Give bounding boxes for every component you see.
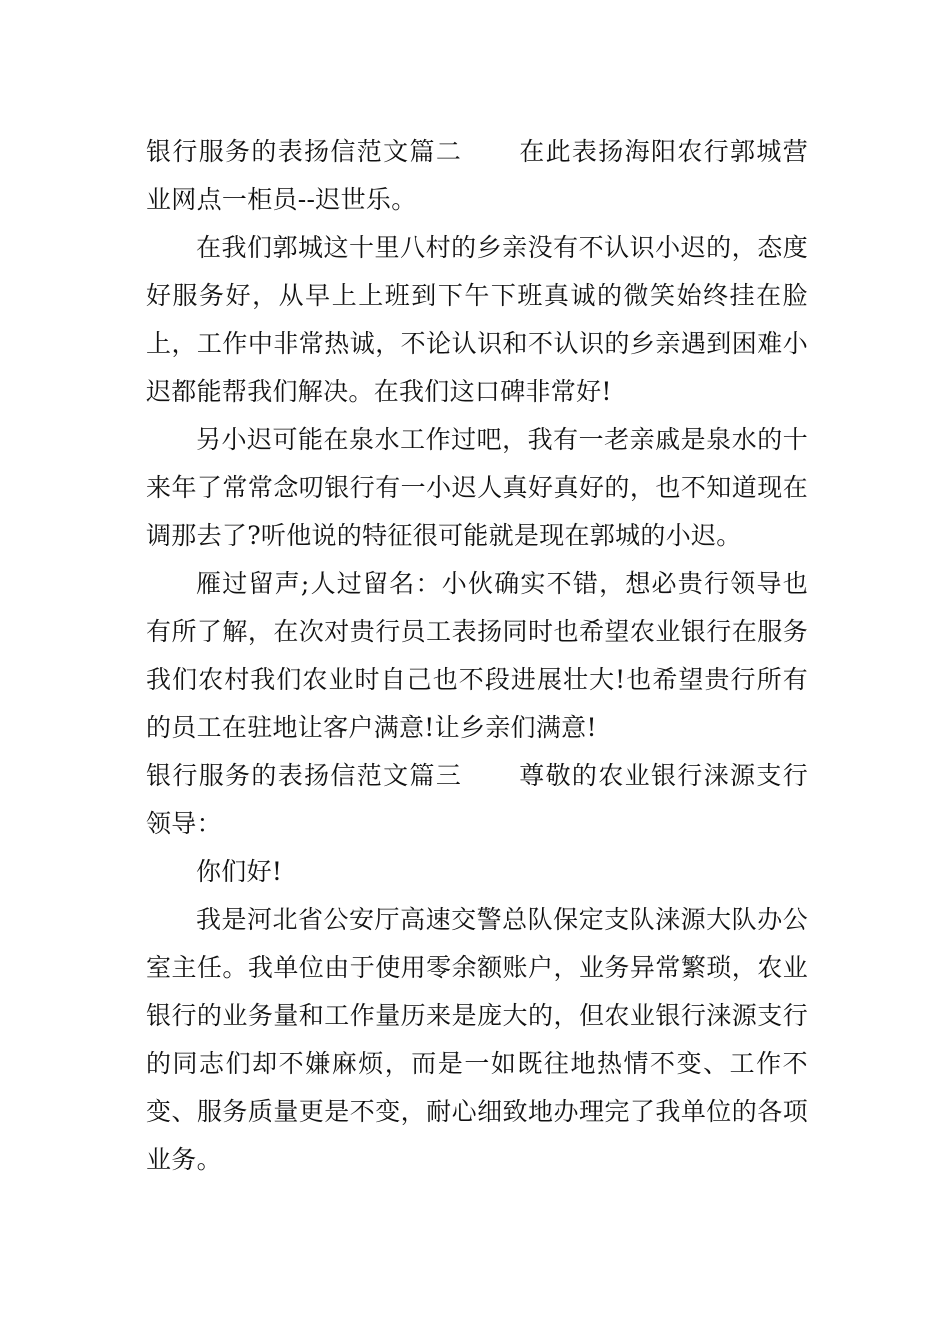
section-intro-2: 在此表扬海阳农行郭城营业网点一柜员--迟世乐。 xyxy=(146,137,808,214)
paragraph: 你们好! xyxy=(196,857,283,886)
paragraph: 在我们郭城这十里八村的乡亲没有不认识小迟的，态度好服务好，从早上上班到下午下班真诚的微笑始终挂在脸上，工作中非常热诚，不论认识和不认识的乡亲遇到困难小迟都能帮我们解决。在我们这口碑非常好! xyxy=(146,233,808,406)
paragraph: 雁过留声;人过留名：小伙确实不错，想必贵行领导也有所了解，在次对贵行员工表扬同时也希望农业银行在服务我们农村我们农业时自己也不段进展壮大!也希望贵行所有的员工在驻地让客户满意!让乡亲们满意! xyxy=(146,569,808,742)
section-intro-3: 尊敬的农业银行涞源支行领导： xyxy=(146,761,808,838)
paragraph: 另小迟可能在泉水工作过吧，我有一老亲戚是泉水的十来年了常常念叨银行有一小迟人真好真好的，也不知道现在调那去了?听他说的特征很可能就是现在郭城的小迟。 xyxy=(146,425,808,550)
document-page xyxy=(146,128,808,1184)
section-heading-2 xyxy=(146,128,808,224)
section-title-2: 银行服务的表扬信范文篇二 xyxy=(146,137,463,166)
section-heading-3 xyxy=(146,752,808,848)
paragraph: 我是河北省公安厅高速交警总队保定支队涞源大队办公室主任。我单位由于使用零余额账户，业务异常繁琐，农业银行的业务量和工作量历来是庞大的，但农业银行涞源支行的同志们却不嫌麻烦，而是一如既往地热情不变、工作不变、服务质量更是不变，耐心细致地办理完了我单位的各项业务。 xyxy=(146,905,808,1174)
section-title-3: 银行服务的表扬信范文篇三 xyxy=(146,761,463,790)
